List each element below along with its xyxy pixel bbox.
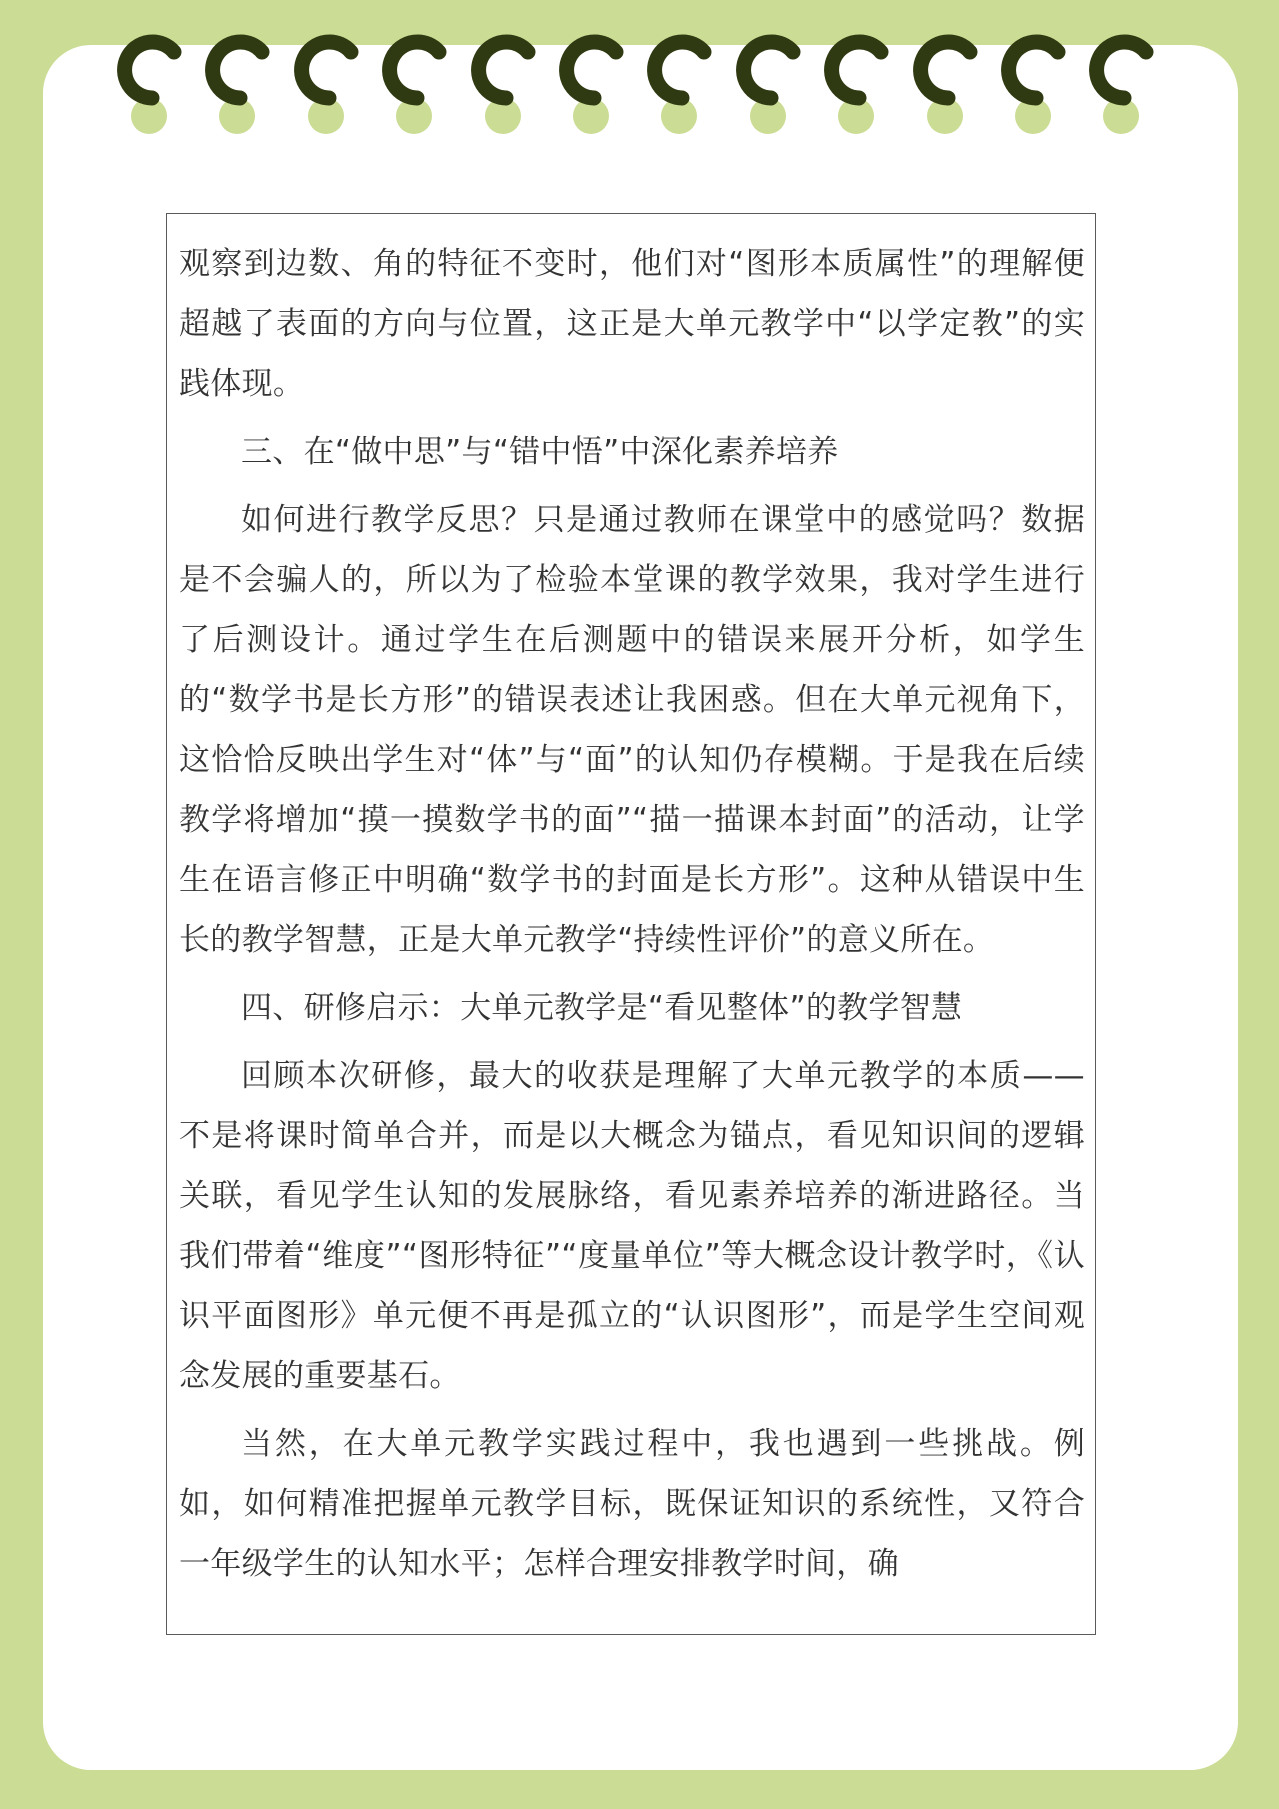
paragraph-continuation: 观察到边数、角的特征不变时，他们对“图形本质属性”的理解便超越了表面的方向与位置，这正是大单元教学中“以学定教”的实践体现。 — [179, 246, 1085, 402]
paragraph-challenges: 当然，在大单元教学实践过程中，我也遇到一些挑战。例如，如何精准把握单元教学目标，既保证知识的系统性，又符合一年级学生的认知水平；怎样合理安排教学时间，确 — [179, 1426, 1085, 1582]
ring-wire — [1084, 22, 1160, 122]
ring-wire — [731, 22, 807, 122]
ring-wire — [908, 22, 984, 122]
ring-wire — [996, 22, 1072, 122]
section-heading-4: 四、研修启示：大单元教学是“看见整体”的教学智慧 — [241, 990, 963, 1026]
ring-wire — [819, 22, 895, 122]
ring-wire — [466, 22, 542, 122]
ring-wire — [289, 22, 365, 122]
spiral-ring-icon — [996, 22, 1072, 122]
ring-wire — [554, 22, 630, 122]
spiral-ring-icon — [377, 22, 453, 122]
spiral-ring-icon — [466, 22, 542, 122]
ring-wire — [112, 22, 188, 122]
spiral-ring-icon — [554, 22, 630, 122]
ring-wire — [200, 22, 276, 122]
spiral-ring-icon — [112, 22, 188, 122]
spiral-ring-icon — [289, 22, 365, 122]
spiral-ring-icon — [200, 22, 276, 122]
ring-wire — [642, 22, 718, 122]
ring-wire — [377, 22, 453, 122]
spiral-ring-icon — [731, 22, 807, 122]
spiral-ring-icon — [819, 22, 895, 122]
paragraph-reflection: 如何进行教学反思？只是通过教师在课堂中的感觉吗？数据是不会骗人的，所以为了检验本堂课的教学效果，我对学生进行了后测设计。通过学生在后测题中的错误来展开分析，如学生的“数学书是长方形”的错误表述让我困惑。但在大单元视角下，这恰恰反映出学生对“体”与“面”的认知仍存模糊。于是我在后续教学将增加“摸一摸数学书的面”“描一描课本封面”的活动，让学生在语言修正中明确“数学书的封面是长方形”。这种从错误中生长的教学智慧，正是大单元教学“持续性评价”的意义所在。 — [179, 502, 1085, 958]
text-frame — [166, 213, 1096, 1635]
paragraph-review: 回顾本次研修，最大的收获是理解了大单元教学的本质——不是将课时简单合并，而是以大概念为锚点，看见知识间的逻辑关联，看见学生认知的发展脉络，看见素养培养的渐进路径。当我们带着“维度”“图形特征”“度量单位”等大概念设计教学时，《认识平面图形》单元便不再是孤立的“认识图形”，而是学生空间观念发展的重要基石。 — [179, 1058, 1085, 1394]
spiral-ring-icon — [642, 22, 718, 122]
section-heading-3: 三、在“做中思”与“错中悟”中深化素养培养 — [241, 434, 839, 470]
spiral-ring-icon — [908, 22, 984, 122]
spiral-ring-icon — [1084, 22, 1160, 122]
